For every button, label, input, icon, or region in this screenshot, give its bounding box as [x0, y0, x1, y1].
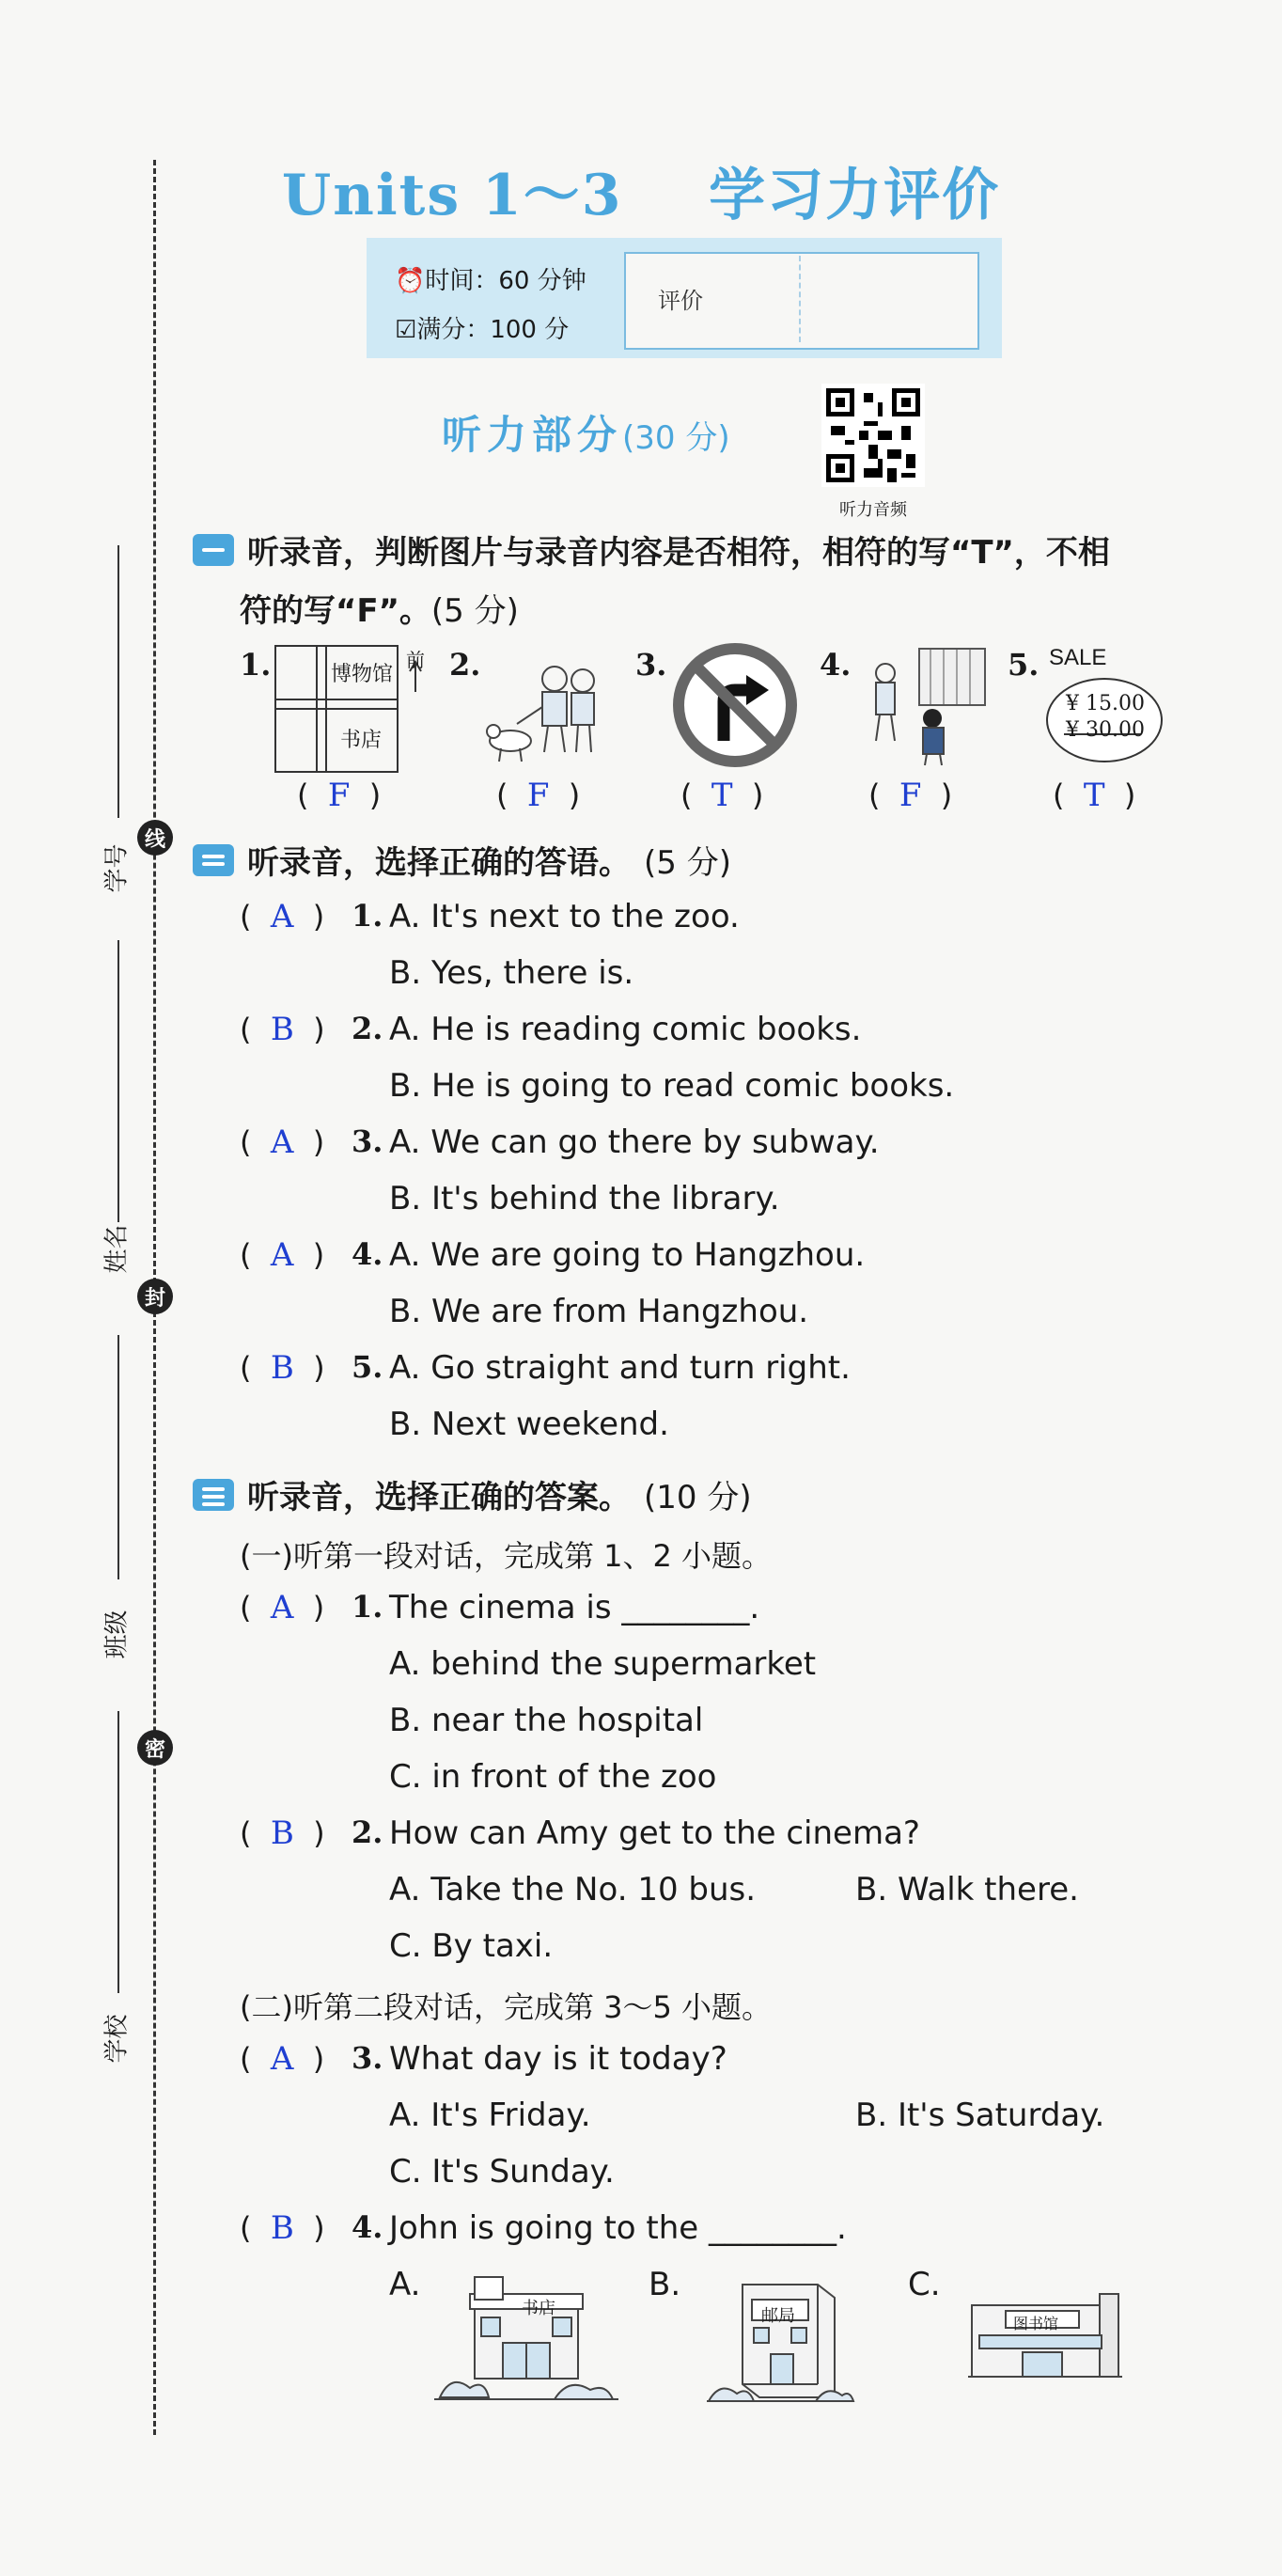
label-school: 学校 [102, 2014, 132, 2064]
s2-q1-number: 1. [352, 898, 383, 934]
qr-code-icon[interactable] [821, 384, 925, 487]
library-sign: 图书馆 [1013, 2315, 1059, 2333]
s2-q2-number: 2. [352, 1011, 383, 1046]
class-line [117, 1335, 119, 1579]
evaluation-divider [799, 256, 801, 342]
title-cn: 学习力评价 [709, 163, 1001, 228]
people-asking-directions-image [852, 643, 993, 767]
s3-q3-stem: What day is it today? [389, 2040, 727, 2078]
time-line: ⏰时间：60 分钟 [395, 267, 586, 295]
section2-heading: 听录音，选择正确的答语。 (5 分) [193, 837, 731, 883]
s2-q3-answer[interactable]: ( A ) [240, 1123, 325, 1161]
post-office-sign: 邮局 [761, 2306, 795, 2326]
evaluation-label: 评价 [658, 288, 703, 314]
s3-q4-option-a-label: A. [389, 2266, 421, 2303]
s1-item1-number: 1. [240, 647, 272, 683]
section1-heading: 听录音，判断图片与录音内容是否相符，相符的写“T”，不相 [193, 526, 1110, 573]
s1-answer-2[interactable]: ( F ) [496, 777, 581, 814]
s3-q1-option-b: B. near the hospital [389, 1702, 704, 1739]
s3-q1-option-a: A. behind the supermarket [389, 1645, 817, 1683]
roman-1-icon [193, 534, 234, 566]
s3-q4-number: 4. [352, 2209, 383, 2245]
s3-q4-answer[interactable]: ( B ) [240, 2209, 325, 2247]
s2-q4-number: 4. [352, 1236, 383, 1272]
s3-q3-option-b: B. It's Saturday. [855, 2097, 1105, 2134]
s3-q3-answer[interactable]: ( A ) [240, 2040, 325, 2078]
s1-answer-3[interactable]: ( T ) [680, 777, 764, 814]
post-office-building-image [705, 2275, 855, 2416]
s3-q2-answer[interactable]: ( B ) [240, 1814, 325, 1852]
s2-q5-option-a: A. Go straight and turn right. [389, 1349, 851, 1387]
s2-q1-option-a: A. It's next to the zoo. [389, 898, 740, 935]
label-class: 班级 [102, 1610, 132, 1659]
label-name: 姓名 [102, 1224, 132, 1274]
library-building-image [968, 2290, 1122, 2380]
s2-q1-option-b: B. Yes, there is. [389, 954, 634, 992]
listening-section-title: 听力部分(30 分) [442, 412, 730, 458]
map-front-label: 前 [406, 649, 425, 671]
score-line: ☑满分：100 分 [395, 316, 570, 344]
sale-price-new: ¥ 15.00 [1066, 692, 1145, 715]
clock-icon: ⏰ [395, 267, 426, 295]
section1-heading-cont: 符的写“F”。(5 分) [240, 592, 519, 630]
s3-q1-option-c: C. in front of the zoo [389, 1758, 717, 1796]
school-line [117, 1711, 119, 1993]
s3-q2-option-b: B. Walk there. [855, 1871, 1079, 1908]
roman-2-icon [193, 844, 234, 876]
s2-q4-option-a: A. We are going to Hangzhou. [389, 1236, 866, 1274]
s3-q2-number: 2. [352, 1814, 383, 1850]
s3-q4-option-c-label: C. [908, 2266, 941, 2303]
s3-q1-stem: The cinema is ________. [389, 1589, 760, 1626]
s1-item5-number: 5. [1008, 647, 1040, 683]
s3-q1-number: 1. [352, 1589, 383, 1625]
s1-answer-4[interactable]: ( F ) [868, 777, 953, 814]
qr-caption: 听力音频 [839, 500, 907, 520]
sale-label: SALE [1049, 645, 1107, 670]
s3-q4-option-b-label: B. [649, 2266, 681, 2303]
s2-q4-option-b: B. We are from Hangzhou. [389, 1293, 809, 1330]
s2-q2-option-b: B. He is going to read comic books. [389, 1067, 955, 1105]
sale-price-old: ¥ 30.00 [1066, 718, 1145, 742]
s2-q4-answer[interactable]: ( A ) [240, 1236, 325, 1274]
label-student-number: 学号 [102, 843, 132, 893]
s3-q2-option-a: A. Take the No. 10 bus. [389, 1871, 757, 1908]
s2-q3-number: 3. [352, 1123, 383, 1159]
map-museum-label: 博物馆 [331, 663, 394, 686]
roman-3-icon [193, 1479, 234, 1511]
title-units: Units 1～3 [281, 163, 623, 228]
s2-q3-option-b: B. It's behind the library. [389, 1180, 780, 1217]
map-bookstore-label: 书店 [340, 729, 383, 752]
s3-q4-stem: John is going to the ________. [389, 2209, 847, 2247]
s1-item4-number: 4. [820, 647, 852, 683]
no-right-turn-sign-icon [673, 643, 797, 767]
s3-q3-number: 3. [352, 2040, 383, 2076]
s1-answer-1[interactable]: ( F ) [297, 777, 382, 814]
s2-q2-answer[interactable]: ( B ) [240, 1011, 325, 1048]
s2-q3-option-a: A. We can go there by subway. [389, 1123, 880, 1161]
s2-q5-number: 5. [352, 1349, 383, 1385]
s2-q5-answer[interactable]: ( B ) [240, 1349, 325, 1387]
s3-q1-answer[interactable]: ( A ) [240, 1589, 325, 1626]
section3-part1-instruction: (一)听第一段对话，完成第 1、2 小题。 [240, 1538, 773, 1574]
section3-heading: 听录音，选择正确的答案。 (10 分) [193, 1471, 752, 1517]
s1-answer-5[interactable]: ( T ) [1053, 777, 1136, 814]
bind-mark-secret: 密 [137, 1730, 173, 1766]
bookstore-sign: 书店 [522, 2299, 555, 2318]
s1-item3-number: 3. [635, 647, 667, 683]
s3-q2-stem: How can Amy get to the cinema? [389, 1814, 920, 1852]
check-circle-icon: ☑ [395, 316, 417, 344]
student-number-line [117, 545, 119, 818]
name-line-upper [117, 940, 119, 1222]
page-title [0, 150, 1282, 231]
s3-q3-option-a: A. It's Friday. [389, 2097, 591, 2134]
bind-mark-seal: 封 [137, 1279, 173, 1314]
s2-q1-answer[interactable]: ( A ) [240, 898, 325, 935]
s2-q5-option-b: B. Next weekend. [389, 1406, 669, 1443]
bind-mark-line: 线 [137, 820, 173, 856]
s1-item2-number: 2. [449, 647, 481, 683]
s3-q2-option-c: C. By taxi. [389, 1927, 554, 1965]
s2-q2-option-a: A. He is reading comic books. [389, 1011, 862, 1048]
section3-part2-instruction: (二)听第二段对话，完成第 3～5 小题。 [240, 1989, 773, 2025]
s3-q3-option-c: C. It's Sunday. [389, 2153, 615, 2191]
children-walking-dog-image [484, 658, 625, 766]
